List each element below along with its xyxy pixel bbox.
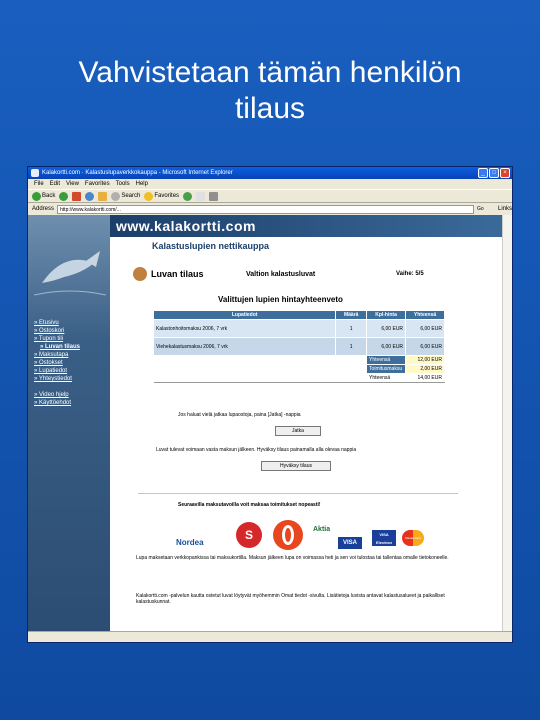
subtotal-label: Yhteensä: [367, 356, 406, 365]
sidebar-menu: [34, 319, 80, 407]
forward-button[interactable]: [59, 192, 68, 201]
page-title: Luvan tilaus: [151, 269, 204, 279]
step-indicator: Vaihe: 5/5: [396, 271, 424, 277]
mail-icon: [196, 192, 205, 201]
sidebar-item-maksutapa[interactable]: » Maksutapa: [34, 351, 80, 359]
site-subheader: Kalastuslupien nettikauppa: [152, 241, 270, 251]
history-icon: [183, 192, 192, 201]
home-icon: [98, 192, 107, 201]
s-bank-logo[interactable]: S: [236, 522, 262, 548]
site-sidebar: [28, 215, 110, 633]
row-name: Kalastonhoitomaksu 2006, 7 vrk: [154, 320, 336, 338]
ie-icon: [31, 169, 39, 177]
window-titlebar: [28, 167, 512, 179]
row-name: Viehekalastusmaksu 2006, 7 vrk: [154, 338, 336, 356]
menu-bar: [28, 179, 512, 189]
sidebar-item-video-help[interactable]: » Video hjelp: [34, 391, 80, 399]
fee-row: [154, 365, 445, 374]
table-row: [154, 320, 445, 338]
fee-value: 2,00 EUR: [406, 365, 445, 374]
divider: [138, 493, 458, 494]
sidebar-item-luvan-tilaus[interactable]: » Luvan tilaus: [34, 343, 80, 351]
fee-label: Toimitusmaksu: [367, 365, 406, 374]
slide-title-line2: tilaus: [234, 92, 306, 125]
printer-icon: [209, 192, 218, 201]
order-step-strip: [133, 265, 433, 283]
visa-logo[interactable]: VISA: [338, 537, 362, 549]
browser-screenshot: [27, 166, 513, 643]
refresh-icon: [85, 192, 94, 201]
sidebar-item-lupatiedot[interactable]: » Lupatiedot: [34, 367, 80, 375]
total-label: Yhteensä: [367, 374, 406, 383]
page-subtitle: Valtion kalastusluvat: [246, 270, 316, 278]
menu-view[interactable]: View: [66, 181, 79, 187]
sidebar-item-etusivu[interactable]: » Etusivu: [34, 319, 80, 327]
mail-button[interactable]: [196, 192, 205, 201]
col-header-kpl-hinta: Kpl-hinta: [367, 311, 406, 320]
close-button[interactable]: ×: [500, 168, 510, 178]
menu-favorites[interactable]: Favorites: [84, 181, 110, 187]
payment-notice: Seuraavilla maksutavoilla voit maksaa toimitukset nopeasti!: [178, 502, 321, 508]
maximize-button[interactable]: □: [489, 168, 499, 178]
minimize-button[interactable]: _: [478, 168, 488, 178]
payment-logos: [168, 520, 458, 550]
browser-toolbar: [28, 189, 512, 203]
footer-paragraph-2: Kalakortti.com -palvelun kautta ostetut luvat löytyvät myöhemmin Omat tiedot -sivulta. Lisätietoja luvista antavat kalastusalueet ja paikalliset kalastuskunnat.: [136, 593, 445, 605]
links-label[interactable]: Links: [497, 206, 512, 212]
status-bar: [28, 631, 512, 642]
window-title: Kalakortti.com · Kalastuslupaverkkokauppa - Microsoft Internet Explorer: [42, 170, 233, 176]
row-qty: 1: [336, 338, 367, 356]
address-label: Address: [32, 206, 55, 212]
continue-button[interactable]: Jatka: [275, 426, 321, 436]
stop-icon: [72, 192, 81, 201]
sidebar-item-yhteystiedot[interactable]: » Yhteystiedot: [34, 375, 80, 383]
summary-title: Valittujen lupien hintayhteenveto: [218, 295, 343, 304]
menu-tools[interactable]: Tools: [115, 181, 130, 187]
address-input[interactable]: http://www.kalakortti.com/...: [57, 205, 474, 214]
slide-title-line1: Vahvistetaan tämän henkilön: [78, 56, 462, 89]
slide-title: [20, 55, 520, 127]
search-button[interactable]: Search: [111, 192, 140, 201]
avatar: [133, 267, 147, 281]
back-button[interactable]: Back: [32, 192, 55, 201]
back-arrow-icon: [32, 192, 41, 201]
accept-order-button[interactable]: Hyväksy tilaus: [261, 461, 331, 471]
sidebar-item-tili[interactable]: » Tupon tili: [34, 335, 80, 343]
star-icon: [144, 192, 153, 201]
total-value: 14,00 EUR: [406, 374, 445, 383]
vertical-scrollbar[interactable]: [502, 215, 512, 633]
sidebar-item-terms[interactable]: » Käyttöehdot: [34, 399, 80, 407]
history-button[interactable]: [183, 192, 192, 201]
row-qty: 1: [336, 320, 367, 338]
row-unit: 6,00 EUR: [367, 320, 406, 338]
col-header-yhteensa: Yhteensä: [406, 311, 445, 320]
op-logo-icon[interactable]: [273, 520, 303, 550]
subtotal-value: 12,00 EUR: [406, 356, 445, 365]
address-bar: [28, 203, 512, 215]
page-content: [28, 215, 504, 633]
menu-help[interactable]: Help: [135, 181, 148, 187]
site-header[interactable]: www.kalakortti.com: [110, 215, 504, 237]
col-header-maara: Määrä: [336, 311, 367, 320]
favorites-button[interactable]: Favorites: [144, 192, 179, 201]
row-unit: 6,00 EUR: [367, 338, 406, 356]
row-total: 6,00 EUR: [406, 338, 445, 356]
subtotal-row: [154, 356, 445, 365]
accept-note: Luvat tulevat voimaan vasta maksun jälkeen. Hyväksy tilaus painamalla alla olevaa nappia: [156, 447, 357, 453]
fish-icon: [34, 243, 106, 303]
mastercard-logo[interactable]: MasterCard: [402, 530, 424, 546]
order-summary-table: [153, 310, 445, 383]
refresh-button[interactable]: [85, 192, 94, 201]
print-button[interactable]: [209, 192, 218, 201]
total-row: [154, 374, 445, 383]
sidebar-item-ostokset[interactable]: » Ostokset: [34, 359, 80, 367]
row-total: 6,00 EUR: [406, 320, 445, 338]
search-icon: [111, 192, 120, 201]
forward-arrow-icon: [59, 192, 68, 201]
col-header-lupatiedot: Lupatiedot: [154, 311, 336, 320]
table-row: [154, 338, 445, 356]
aktia-logo[interactable]: Aktia: [313, 526, 331, 533]
visa-electron-logo[interactable]: VISA Electron: [372, 530, 396, 546]
continue-note: Jos haluat vielä jatkaa lupaostoja, paina [Jatka] -nappia: [178, 412, 301, 418]
stop-button[interactable]: [72, 192, 81, 201]
home-button[interactable]: [98, 192, 107, 201]
menu-file[interactable]: File: [34, 181, 44, 187]
footer-paragraph-1: Lupa maksetaan verkkopankissa tai maksukortilla. Maksun jälkeen lupa on voimassa heti ja sen voi tulostaa tai tallentaa omalle tietokoneelle.: [136, 555, 449, 561]
sidebar-item-ostoskori[interactable]: » Ostoskori: [34, 327, 80, 335]
go-button[interactable]: Go: [476, 206, 484, 212]
nordea-logo[interactable]: Nordea: [176, 538, 204, 547]
menu-edit[interactable]: Edit: [49, 181, 61, 187]
